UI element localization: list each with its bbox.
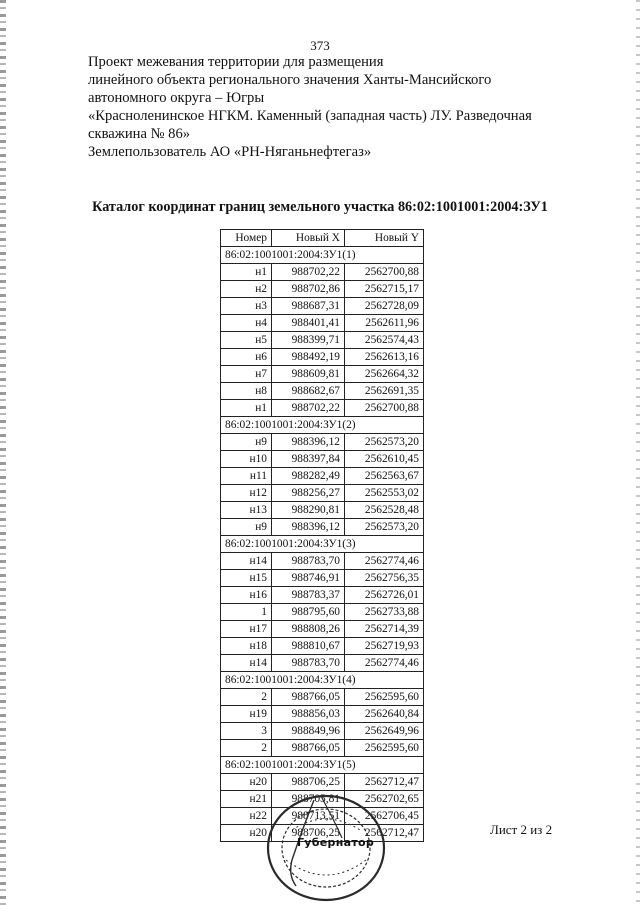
cell-y: 2562573,20 — [345, 434, 424, 451]
cell-y: 2562774,46 — [345, 553, 424, 570]
table-row — [221, 315, 424, 332]
cell-x: 988396,12 — [272, 434, 345, 451]
table-row — [221, 264, 424, 281]
cell-x: 988849,96 — [272, 723, 345, 740]
cell-point-number: н15 — [221, 570, 272, 587]
column-header-number: Номер — [221, 230, 272, 247]
cell-y: 2562573,20 — [345, 519, 424, 536]
coordinates-table — [220, 229, 424, 842]
cell-x: 988609,81 — [272, 366, 345, 383]
cell-x: 988808,26 — [272, 621, 345, 638]
catalog-title: Каталог координат границ земельного участка 86:02:1001001:2004:ЗУ1 — [92, 199, 548, 215]
cell-point-number: н21 — [221, 791, 272, 808]
table-row — [221, 587, 424, 604]
cell-point-number: 2 — [221, 740, 272, 757]
cell-y: 2562574,43 — [345, 332, 424, 349]
cell-y: 2562649,96 — [345, 723, 424, 740]
cell-point-number: н8 — [221, 383, 272, 400]
cell-point-number: н1 — [221, 400, 272, 417]
cell-y: 2562610,45 — [345, 451, 424, 468]
cell-point-number: 1 — [221, 604, 272, 621]
cell-x: 988746,91 — [272, 570, 345, 587]
header-line: «Красноленинское НГКМ. Каменный (западная часть) ЛУ. Разведочная — [88, 108, 532, 124]
cell-x: 988256,27 — [272, 485, 345, 502]
cell-point-number: н10 — [221, 451, 272, 468]
cell-point-number: н20 — [221, 825, 272, 842]
cell-y: 2562595,60 — [345, 740, 424, 757]
cell-point-number: н6 — [221, 349, 272, 366]
cell-x: 988396,12 — [272, 519, 345, 536]
stamp-text: Губернатор — [297, 836, 375, 849]
table-group-row — [221, 417, 424, 434]
cell-point-number: н4 — [221, 315, 272, 332]
cell-point-number: н19 — [221, 706, 272, 723]
cell-x: 988702,22 — [272, 400, 345, 417]
cell-y: 2562700,88 — [345, 400, 424, 417]
table-group-row — [221, 757, 424, 774]
cell-y: 2562774,46 — [345, 655, 424, 672]
table-row — [221, 434, 424, 451]
page-number: 373 — [310, 38, 330, 53]
table-row — [221, 298, 424, 315]
table-row — [221, 655, 424, 672]
cell-y: 2562563,67 — [345, 468, 424, 485]
column-header-y: Новый Y — [345, 230, 424, 247]
cell-point-number: н14 — [221, 655, 272, 672]
cell-x: 988397,84 — [272, 451, 345, 468]
coordinates-table-body — [221, 247, 424, 842]
table-row — [221, 553, 424, 570]
cell-x: 988682,67 — [272, 383, 345, 400]
cell-y: 2562613,16 — [345, 349, 424, 366]
group-title: 86:02:1001001:2004:ЗУ1(5) — [221, 757, 424, 774]
cell-y: 2562706,45 — [345, 808, 424, 825]
table-row — [221, 621, 424, 638]
document-header — [88, 53, 568, 161]
cell-point-number: н18 — [221, 638, 272, 655]
cell-y: 2562756,35 — [345, 570, 424, 587]
cell-x: 988492,19 — [272, 349, 345, 366]
group-title: 86:02:1001001:2004:ЗУ1(2) — [221, 417, 424, 434]
cell-y: 2562640,84 — [345, 706, 424, 723]
cell-point-number: н11 — [221, 468, 272, 485]
scan-edge-right — [636, 0, 640, 905]
cell-point-number: н9 — [221, 519, 272, 536]
cell-x: 988810,67 — [272, 638, 345, 655]
table-row — [221, 502, 424, 519]
table-row — [221, 570, 424, 587]
cell-x: 988706,25 — [272, 825, 345, 842]
table-row — [221, 485, 424, 502]
table-row — [221, 366, 424, 383]
cell-point-number: н3 — [221, 298, 272, 315]
table-row — [221, 689, 424, 706]
cell-point-number: н1 — [221, 264, 272, 281]
cell-point-number: н17 — [221, 621, 272, 638]
table-row — [221, 791, 424, 808]
cell-y: 2562553,02 — [345, 485, 424, 502]
cell-point-number: н13 — [221, 502, 272, 519]
cell-x: 988856,03 — [272, 706, 345, 723]
cell-y: 2562700,88 — [345, 264, 424, 281]
cell-point-number: н5 — [221, 332, 272, 349]
cell-point-number: 2 — [221, 689, 272, 706]
cell-y: 2562715,17 — [345, 281, 424, 298]
sheet-label: Лист 2 из 2 — [490, 822, 553, 837]
group-title: 86:02:1001001:2004:ЗУ1(1) — [221, 247, 424, 264]
header-line: линейного объекта регионального значения Ханты-Мансийского — [88, 72, 492, 88]
table-row — [221, 349, 424, 366]
table-row — [221, 383, 424, 400]
table-row — [221, 740, 424, 757]
table-row — [221, 706, 424, 723]
table-row — [221, 638, 424, 655]
table-row — [221, 281, 424, 298]
cell-x: 988702,86 — [272, 281, 345, 298]
cell-y: 2562726,01 — [345, 587, 424, 604]
table-row — [221, 451, 424, 468]
table-group-row — [221, 672, 424, 689]
table-row — [221, 519, 424, 536]
table-row — [221, 808, 424, 825]
cell-y: 2562595,60 — [345, 689, 424, 706]
cell-y: 2562719,93 — [345, 638, 424, 655]
cell-y: 2562611,96 — [345, 315, 424, 332]
cell-y: 2562714,39 — [345, 621, 424, 638]
group-title: 86:02:1001001:2004:ЗУ1(4) — [221, 672, 424, 689]
cell-point-number: н14 — [221, 553, 272, 570]
cell-point-number: н16 — [221, 587, 272, 604]
header-line: Землепользователь АО «РН-Няганьнефтегаз» — [88, 144, 372, 160]
cell-point-number: 3 — [221, 723, 272, 740]
cell-x: 988713,51 — [272, 808, 345, 825]
table-row — [221, 774, 424, 791]
cell-x: 988282,49 — [272, 468, 345, 485]
table-group-row — [221, 247, 424, 264]
table-group-row — [221, 536, 424, 553]
column-header-x: Новый X — [272, 230, 345, 247]
cell-x: 988766,05 — [272, 689, 345, 706]
cell-y: 2562728,09 — [345, 298, 424, 315]
cell-x: 988783,70 — [272, 553, 345, 570]
cell-point-number: н2 — [221, 281, 272, 298]
cell-y: 2562712,47 — [345, 774, 424, 791]
cell-point-number: н12 — [221, 485, 272, 502]
table-row — [221, 400, 424, 417]
cell-x: 988783,37 — [272, 587, 345, 604]
cell-x: 988706,25 — [272, 774, 345, 791]
scan-edge-left — [0, 0, 6, 905]
cell-y: 2562712,47 — [345, 825, 424, 842]
cell-point-number: н7 — [221, 366, 272, 383]
table-row — [221, 332, 424, 349]
cell-x: 988795,60 — [272, 604, 345, 621]
cell-point-number: н22 — [221, 808, 272, 825]
cell-y: 2562691,35 — [345, 383, 424, 400]
cell-y: 2562702,65 — [345, 791, 424, 808]
cell-y: 2562664,32 — [345, 366, 424, 383]
cell-y: 2562528,48 — [345, 502, 424, 519]
cell-point-number: н20 — [221, 774, 272, 791]
header-line: скважина № 86» — [88, 126, 191, 142]
table-header-row — [221, 230, 424, 247]
table-row — [221, 723, 424, 740]
cell-x: 988783,70 — [272, 655, 345, 672]
group-title: 86:02:1001001:2004:ЗУ1(3) — [221, 536, 424, 553]
cell-x: 988687,31 — [272, 298, 345, 315]
header-line: автономного округа – Югры — [88, 90, 265, 106]
header-line: Проект межевания территории для размещения — [88, 54, 384, 70]
cell-y: 2562733,88 — [345, 604, 424, 621]
cell-x: 988401,41 — [272, 315, 345, 332]
cell-x: 988290,81 — [272, 502, 345, 519]
cell-x: 988766,05 — [272, 740, 345, 757]
cell-x: 988702,22 — [272, 264, 345, 281]
cell-point-number: н9 — [221, 434, 272, 451]
cell-x: 988399,71 — [272, 332, 345, 349]
cell-x: 988705,81 — [272, 791, 345, 808]
table-row — [221, 468, 424, 485]
table-row — [221, 604, 424, 621]
